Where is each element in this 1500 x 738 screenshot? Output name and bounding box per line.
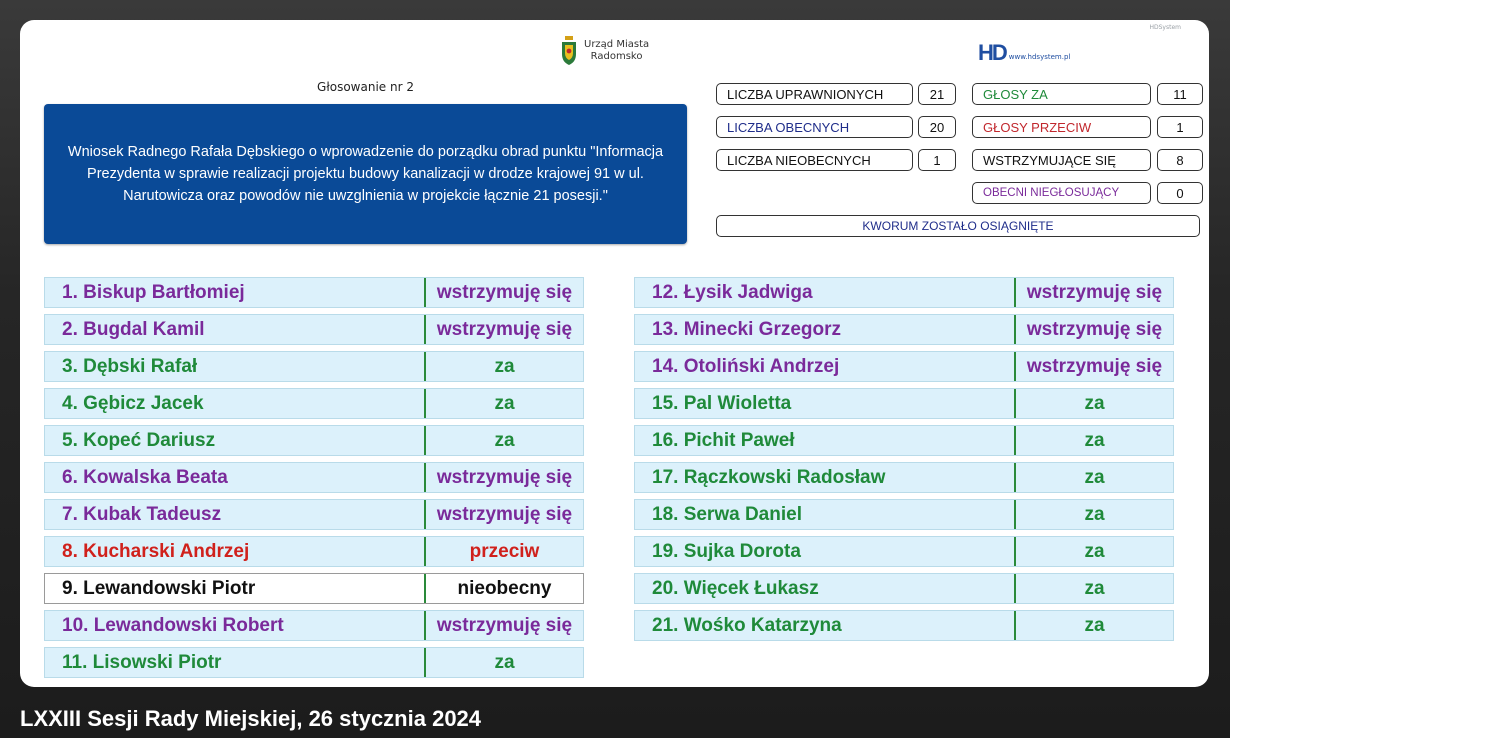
councillor-vote: wstrzymuję się [1014, 315, 1173, 344]
councillor-name: 6. Kowalska Beata [62, 466, 228, 488]
councillor-name: 11. Lisowski Piotr [62, 651, 222, 673]
councillor-vote: przeciw [424, 537, 583, 566]
votes-for-label: GŁOSY ZA [972, 83, 1151, 105]
councillor-name: 10. Lewandowski Robert [62, 614, 284, 636]
session-caption: LXXIII Sesji Rady Miejskiej, 26 stycznia 2024 [20, 706, 482, 731]
councillor-row [44, 351, 584, 382]
hd-system-logo [978, 40, 1071, 65]
present-label: LICZBA OBECNYCH [716, 116, 913, 138]
councillor-vote: za [424, 648, 583, 677]
councillor-name: 21. Wośko Katarzyna [652, 614, 842, 636]
councillor-row [44, 573, 584, 604]
hd-logo-url: www.hdsystem.pl [1008, 53, 1071, 61]
councillor-vote: wstrzymuję się [1014, 278, 1173, 307]
quorum-status: KWORUM ZOSTAŁO OSIĄGNIĘTE [716, 215, 1200, 237]
councillor-vote: za [1014, 389, 1173, 418]
councillor-row [634, 388, 1174, 419]
councillor-name: 15. Pal Wioletta [652, 392, 792, 414]
councillor-name: 13. Minecki Grzegorz [652, 318, 842, 340]
councillor-name: 4. Gębicz Jacek [62, 392, 204, 414]
councillor-vote: za [1014, 463, 1173, 492]
councillor-name: 18. Serwa Daniel [652, 503, 802, 525]
councillor-vote: wstrzymuję się [424, 611, 583, 640]
councillor-row [634, 610, 1174, 641]
councillor-name: 1. Biskup Bartłomiej [62, 281, 245, 303]
town-logo [560, 36, 649, 66]
councillor-vote: za [424, 389, 583, 418]
councillor-row [44, 647, 584, 678]
votes-for-value: 11 [1157, 83, 1203, 105]
present-value: 20 [918, 116, 956, 138]
councillor-row [44, 610, 584, 641]
councillor-name: 9. Lewandowski Piotr [62, 577, 256, 599]
councillor-name: 20. Więcek Łukasz [652, 577, 819, 599]
councillor-row [44, 462, 584, 493]
councillor-name: 14. Otoliński Andrzej [652, 355, 840, 377]
councillor-row [634, 573, 1174, 604]
hd-logo-mark: HD [978, 40, 1006, 65]
vote-title: Głosowanie nr 2 [317, 80, 414, 94]
councillor-row [634, 499, 1174, 530]
councillor-vote: za [1014, 426, 1173, 455]
town-logo-line2: Radomsko [590, 51, 643, 62]
councillor-vote: za [1014, 500, 1173, 529]
absent-label: LICZBA NIEOBECNYCH [716, 149, 913, 171]
councillor-vote: za [424, 352, 583, 381]
councillor-vote: wstrzymuję się [424, 278, 583, 307]
councillor-row [634, 277, 1174, 308]
councillor-row [44, 425, 584, 456]
councillor-name: 3. Dębski Rafał [62, 355, 198, 377]
councillor-name: 2. Bugdal Kamil [62, 318, 205, 340]
councillor-row [634, 536, 1174, 567]
councillor-row [634, 462, 1174, 493]
councillor-row [44, 388, 584, 419]
councillor-vote: nieobecny [424, 574, 583, 603]
councillor-vote: wstrzymuję się [424, 315, 583, 344]
councillor-name: 8. Kucharski Andrzej [62, 540, 250, 562]
councillor-row [634, 351, 1174, 382]
entitled-value: 21 [918, 83, 956, 105]
councillor-name: 16. Pichit Paweł [652, 429, 795, 451]
voting-results-screen [20, 20, 1209, 687]
councillor-name: 17. Rączkowski Radosław [652, 466, 886, 488]
abstain-value: 8 [1157, 149, 1203, 171]
councillor-name: 12. Łysik Jadwiga [652, 281, 813, 303]
councillor-row [44, 277, 584, 308]
town-logo-text [584, 39, 649, 63]
councillor-name: 7. Kubak Tadeusz [62, 503, 222, 525]
councillor-row [634, 314, 1174, 345]
councillor-vote: wstrzymuję się [424, 463, 583, 492]
entitled-label: LICZBA UPRAWNIONYCH [716, 83, 913, 105]
councillor-name: 19. Sujka Dorota [652, 540, 801, 562]
votes-against-label: GŁOSY PRZECIW [972, 116, 1151, 138]
councillor-row [44, 314, 584, 345]
councillor-name: 5. Kopeć Dariusz [62, 429, 216, 451]
town-crest-icon [560, 36, 578, 66]
councillor-row [634, 425, 1174, 456]
not-voting-value: 0 [1157, 182, 1203, 204]
motion-box [44, 104, 687, 244]
councillor-row [44, 536, 584, 567]
not-voting-label: OBECNI NIEGŁOSUJĄCY [972, 182, 1151, 204]
motion-text: Wniosek Radnego Rafała Dębskiego o wprowadzenie do porządku obrad punktu "Informacja Prezydenta w sprawie realizacji projektu budowy kanalizacji w drodze krajowej 91 w ul. Narutowicza oraz powodów nie uwzglnienia w projekcie łącznie 21 posesji." [67, 144, 664, 204]
councillor-vote: wstrzymuję się [1014, 352, 1173, 381]
votes-against-value: 1 [1157, 116, 1203, 138]
absent-value: 1 [918, 149, 956, 171]
councillor-vote: za [1014, 537, 1173, 566]
hd-system-label: HDSystem [1149, 24, 1181, 31]
town-logo-line1: Urząd Miasta [584, 39, 650, 50]
abstain-label: WSTRZYMUJĄCE SIĘ [972, 149, 1151, 171]
councillor-vote: za [1014, 611, 1173, 640]
councillor-vote: za [424, 426, 583, 455]
councillor-vote: wstrzymuję się [424, 500, 583, 529]
councillor-vote: za [1014, 574, 1173, 603]
councillor-row [44, 499, 584, 530]
